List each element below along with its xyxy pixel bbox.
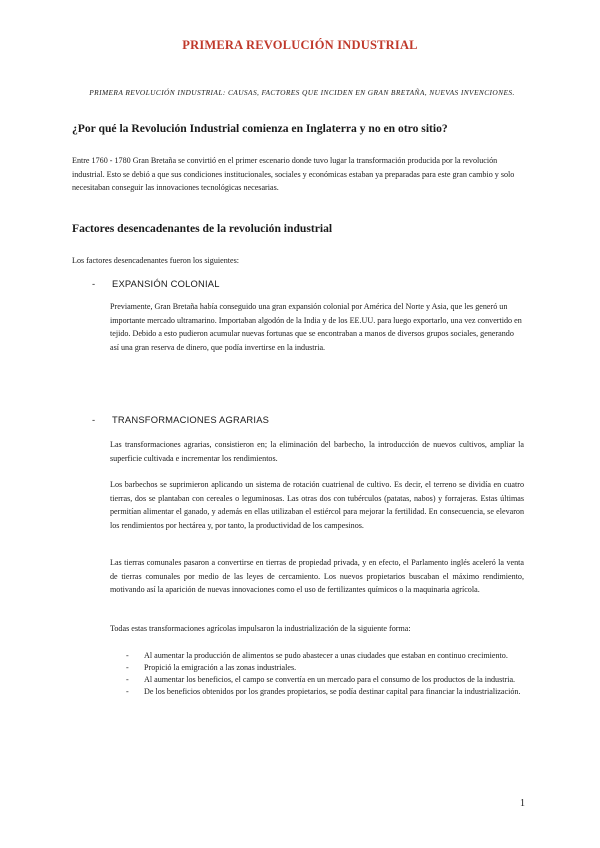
agrarian-bullet-list xyxy=(126,650,524,698)
bullet-marker: - xyxy=(126,651,129,660)
factor-label: EXPANSIÓN COLONIAL xyxy=(112,278,220,289)
factor-heading-colonial xyxy=(92,278,220,289)
factors-intro: Los factores desencadenantes fueron los siguientes: xyxy=(72,256,239,265)
list-item-text: De los beneficios obtenidos por los grandes propietarios, se podía destinar capital para financiar la industrialización. xyxy=(144,687,521,696)
page-number: 1 xyxy=(520,798,525,809)
list-item xyxy=(126,686,524,698)
bullet-marker: - xyxy=(126,663,129,672)
agrarian-paragraph-2: Los barbechos se suprimieron aplicando un sistema de rotación cuatrienal de cultivo. Es decir, el terreno se dividía en cuatro tierras, dos se plantaban con cereales o leguminosas. Las otras dos con tubérculos (patatas, nabos) y forrajeras. Estas últimas permitían alimentar el ganado, y además en ellas utilizaban el estiércol para mejorar la fertilidad. En consecuencia, se elevaron los rendimientos por hectárea y, por tanto, la productividad de los campesinos. xyxy=(110,480,524,530)
section-paragraph-why-england: Entre 1760 - 1780 Gran Bretaña se convirtió en el primer escenario donde tuvo lugar la transformación producida por la revolución industrial. Esto se debió a que sus condiciones institucionales, sociales y económicas estaban ya preparadas para este gran cambio y solo necesitaban conseguir las innovaciones tecnológicas necesarias. xyxy=(72,156,515,193)
list-item-text: Al aumentar la producción de alimentos se pudo abastecer a unas ciudades que estaban en continuo crecimiento. xyxy=(144,651,508,660)
agrarian-paragraph-4: Todas estas transformaciones agrícolas impulsaron la industrialización de la siguiente forma: xyxy=(110,624,411,633)
bullet-marker: - xyxy=(126,687,129,696)
bullet-marker: - xyxy=(126,675,129,684)
factor-heading-agrarian xyxy=(92,414,269,425)
list-item xyxy=(126,662,524,674)
list-item xyxy=(126,650,524,662)
dash-marker: - xyxy=(92,414,96,425)
factor-paragraph-colonial: Previamente, Gran Bretaña había conseguido una gran expansión colonial por América del Norte y Asia, que les generó un importante mercado ultramarino. Importaban algodón de la India y de los EE.UU. para luego exportarlo, una vez convertido en tejido. Debido a esto pudieron acumular nuevas fortunas que se encontraban a manos de diversos grupos sociales, generando así una gran reserva de dinero, que podía invertirse en la industria. xyxy=(110,302,522,352)
agrarian-paragraph-3: Las tierras comunales pasaron a convertirse en tierras de propiedad privada, y en efecto, el Parlamento inglés aceleró la venta de tierras comunales por medio de las leyes de cercamiento. Los nuevos propietarios buscaban el máximo rendimiento, motivando así la aparición de nuevas innovaciones como el uso de fertilizantes químicos o la maquinaria agrícola. xyxy=(110,558,524,595)
dash-marker: - xyxy=(92,278,96,289)
list-item-text: Propició la emigración a las zonas industriales. xyxy=(144,663,297,672)
list-item xyxy=(126,674,524,686)
factor-label: TRANSFORMACIONES AGRARIAS xyxy=(112,414,270,425)
agrarian-paragraph-1: Las transformaciones agrarias, consistieron en; la eliminación del barbecho, la introducción de nuevos cultivos, ampliar la superficie cultivada e incrementar los rendimientos. xyxy=(110,440,524,463)
document-subtitle: PRIMERA REVOLUCIÓN INDUSTRIAL: CAUSAS, FACTORES QUE INCIDEN EN GRAN BRETAÑA, NUEVAS INVENCIONES. xyxy=(89,88,515,97)
section-heading-factors: Factores desencadenantes de la revolución industrial xyxy=(72,222,333,235)
list-item-text: Al aumentar los beneficios, el campo se convertía en un mercado para el consumo de los productos de la industria. xyxy=(144,675,516,684)
document-title: PRIMERA REVOLUCIÓN INDUSTRIAL xyxy=(182,38,418,52)
section-heading-why-england: ¿Por qué la Revolución Industrial comienza en Inglaterra y no en otro sitio? xyxy=(72,122,448,135)
